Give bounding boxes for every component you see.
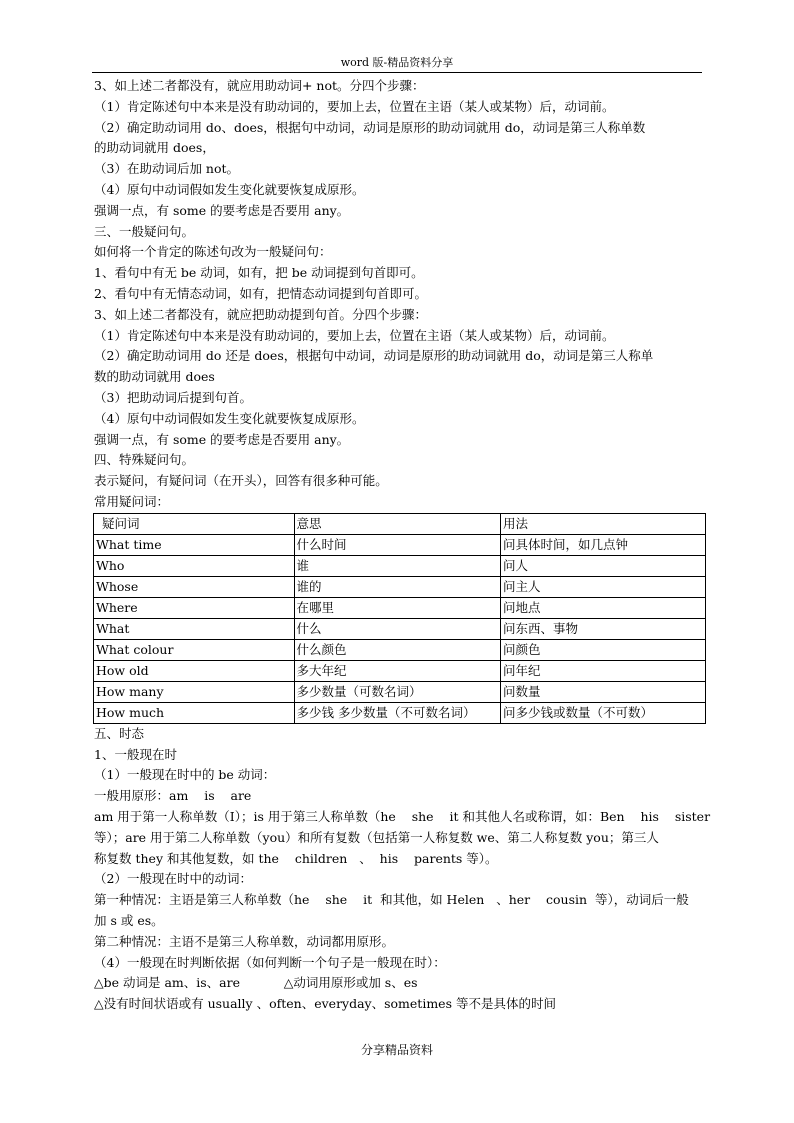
text-line: 一般用原形：am is are	[94, 788, 252, 804]
table-cell: 问东西、事物	[501, 618, 706, 639]
table-header-cell: 用法	[501, 513, 706, 534]
table-cell: How old	[94, 660, 295, 681]
table-cell: 问人	[501, 555, 706, 576]
text-line: △没有时间状语或有 usually 、often、everyday、sometimes 等不是具体的时间	[94, 996, 556, 1012]
text-line: （2）确定助动词用 do 还是 does，根据句中动词，动词是原形的助动词就用 do，动词是第三人称单	[94, 348, 654, 364]
question-words-table	[93, 513, 706, 724]
header-label: 疑问词	[102, 516, 140, 532]
table-cell: 什么颜色	[294, 639, 501, 660]
table-cell: Where	[94, 597, 295, 618]
table-header-cell	[94, 513, 295, 534]
page-header: word 版-精品资料分享	[340, 56, 454, 69]
section-heading: 三、一般疑问句。	[94, 223, 195, 239]
text-line: 1、看句中有无 be 动词，如有，把 be 动词提到句首即可。	[94, 265, 424, 281]
table-cell: What	[94, 618, 295, 639]
table-cell: 问具体时间，如几点钟	[501, 534, 706, 555]
section-tenses	[94, 724, 734, 1015]
header-rule	[92, 72, 702, 73]
table-cell: 谁的	[294, 576, 501, 597]
text-line: am 用于第一人称单数（I）；is 用于第三人称单数（he she it 和其他人名或称谓，如：Ben his sister	[94, 808, 711, 824]
table-row	[94, 681, 706, 702]
table-cell: 问主人	[501, 576, 706, 597]
text-line: （4）原句中动词假如发生变化就要恢复成原形。	[94, 410, 365, 426]
text-line: 1、一般现在时	[94, 746, 177, 762]
table-cell: 什么时间	[294, 534, 501, 555]
table-cell: 问地点	[501, 597, 706, 618]
table-cell: 多少钱 多少数量（不可数名词）	[294, 702, 501, 723]
text-line: （1）一般现在时中的 be 动词：	[94, 767, 276, 783]
table-cell: 问颜色	[501, 639, 706, 660]
table-cell: 在哪里	[294, 597, 501, 618]
table-row	[94, 555, 706, 576]
table-header-row	[94, 513, 706, 534]
text-line: 第二种情况：主语不是第三人称单数，动词都用原形。	[94, 933, 395, 949]
section-heading: 五、时态	[94, 725, 145, 741]
document-body	[94, 76, 734, 1015]
text-line: （3）在助动词后加 not。	[94, 161, 240, 177]
section-heading: 四、特殊疑问句。	[94, 452, 195, 468]
table-cell: What colour	[94, 639, 295, 660]
text-line: 3、如上述二者都没有，就应用助动词+ not。分四个步骤：	[94, 78, 425, 93]
text-line: （1）肯定陈述句中本来是没有助动词的，要加上去，位置在主语（某人或某物）后，动词前。	[94, 98, 615, 114]
table-cell: 问多少钱或数量（不可数）	[501, 702, 706, 723]
text-line: 强调一点，有 some 的要考虑是否要用 any。	[94, 431, 350, 447]
text-line: 加 s 或 es。	[94, 912, 164, 928]
table-row	[94, 534, 706, 555]
table-cell: What time	[94, 534, 295, 555]
text-line: 第一种情况：主语是第三人称单数（he she it 和其他，如 Helen 、her cousin 等），动词后一般	[94, 892, 689, 908]
text-line: （4）一般现在时判断依据（如何判断一个句子是一般现在时）：	[94, 954, 446, 970]
text-line: （1）肯定陈述句中本来是没有助动词的，要加上去，位置在主语（某人或某物）后，动词前。	[94, 327, 615, 343]
section-negation-and-questions	[94, 76, 734, 513]
table-cell: Whose	[94, 576, 295, 597]
table-cell: How many	[94, 681, 295, 702]
table-row	[94, 660, 706, 681]
table-cell: How much	[94, 702, 295, 723]
text-line: （3）把助动词后提到句首。	[94, 389, 252, 405]
text-line: 称复数 they 和其他复数，如 the children 、 his parents 等）。	[94, 850, 498, 866]
text-line: △be 动词是 am、is、are △动词用原形或加 s、es	[94, 975, 418, 991]
text-line: 的助动词就用 does，	[94, 140, 215, 156]
table-row	[94, 639, 706, 660]
table-row	[94, 576, 706, 597]
page-footer: 分享精品资料	[360, 1043, 433, 1057]
text-line: （4）原句中动词假如发生变化就要恢复成原形。	[94, 181, 365, 197]
text-line: 等）；are 用于第二人称单数（you）和所有复数（包括第一人称复数 we、第二人称复数 you；第三人	[94, 829, 659, 845]
table-cell: 多大年纪	[294, 660, 501, 681]
text-line: （2）一般现在时中的动词：	[94, 871, 252, 887]
table-cell: 问年纪	[501, 660, 706, 681]
text-line: （2）确定助动词用 do、does，根据句中动词，动词是原形的助动词就用 do，动词是第三人称单数	[94, 119, 646, 135]
text-line: 表示疑问，有疑问词（在开头），回答有很多种可能。	[94, 473, 388, 489]
text-line: 3、如上述二者都没有，就应把助动提到句首。分四个步骤：	[94, 306, 427, 322]
text-line: 如何将一个肯定的陈述句改为一般疑问句：	[94, 244, 332, 260]
table-cell: 问数量	[501, 681, 706, 702]
table-cell: 谁	[294, 555, 501, 576]
text-line: 数的助动词就用 does	[94, 369, 215, 385]
text-line: 强调一点，有 some 的要考虑是否要用 any。	[94, 202, 350, 218]
table-cell: 多少数量（可数名词）	[294, 681, 501, 702]
table-header-cell: 意思	[294, 513, 501, 534]
table-row	[94, 702, 706, 723]
text-line: 常用疑问词：	[94, 493, 170, 509]
table-cell: Who	[94, 555, 295, 576]
table-cell: 什么	[294, 618, 501, 639]
text-line: 2、看句中有无情态动词，如有，把情态动词提到句首即可。	[94, 285, 427, 301]
table-row	[94, 618, 706, 639]
table-row	[94, 597, 706, 618]
